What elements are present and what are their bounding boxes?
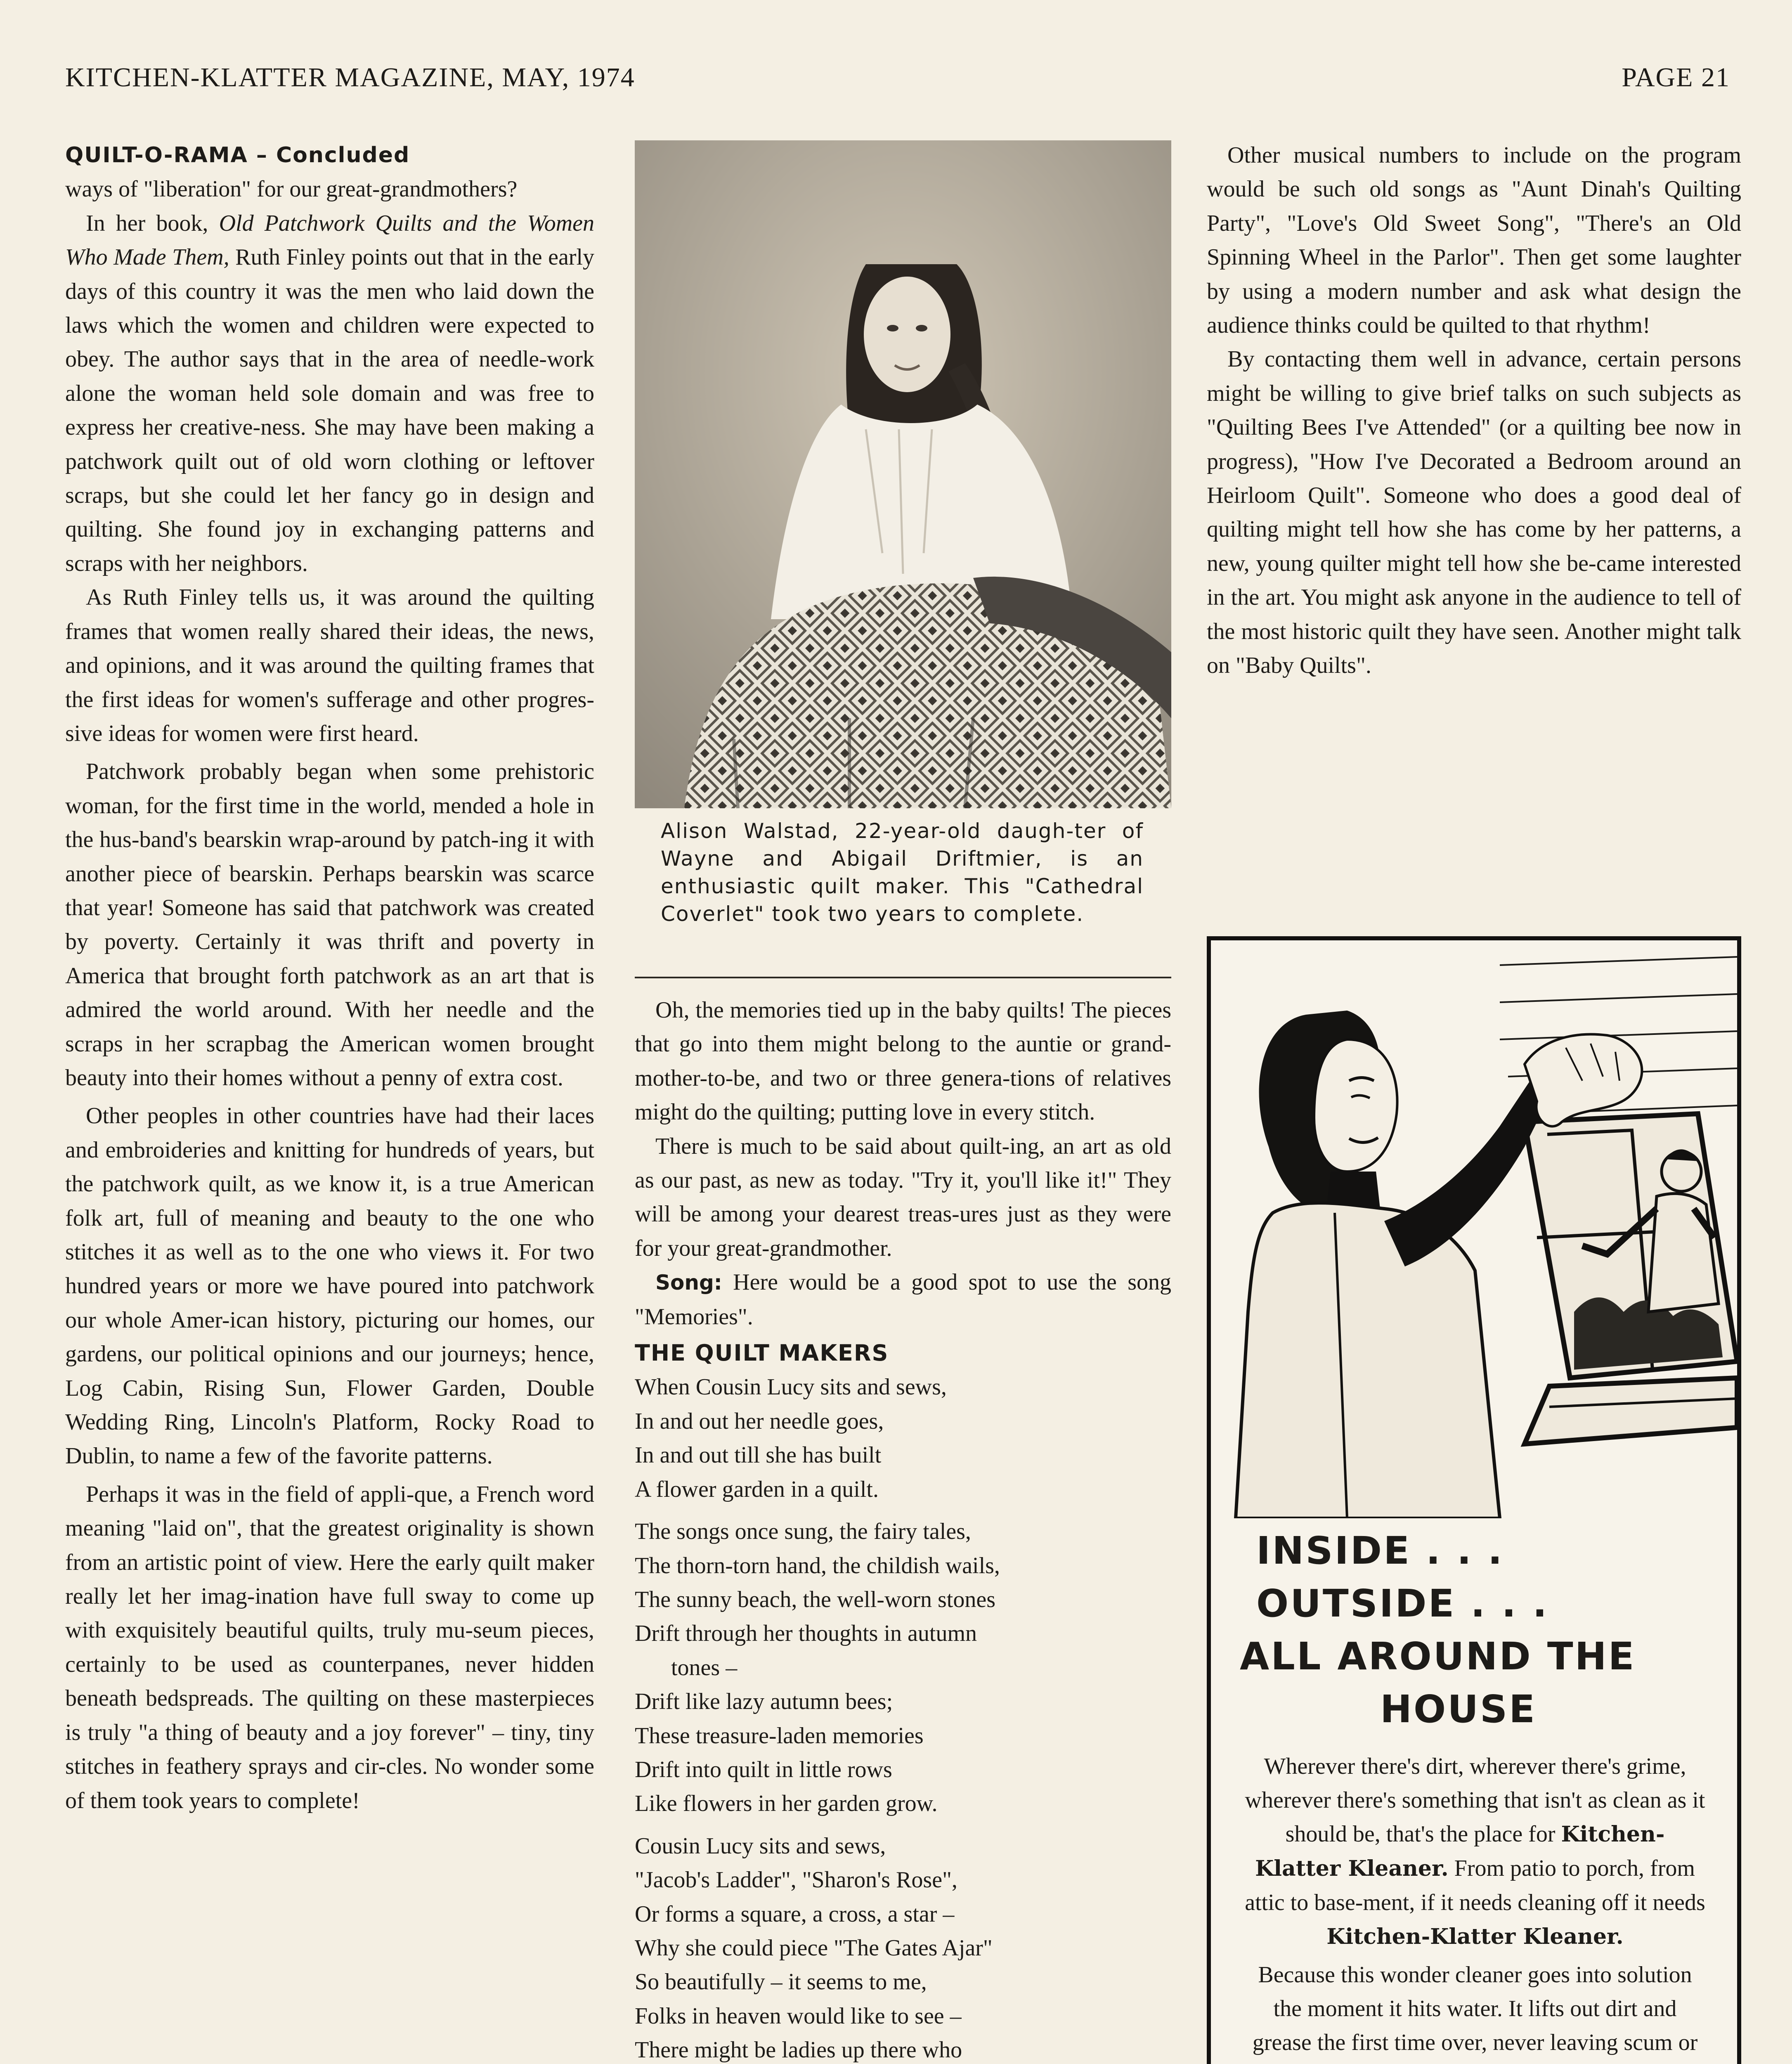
text-run: Here would be a good spot to use the song "Memories". bbox=[635, 1269, 1171, 1330]
headline-line: INSIDE . . . bbox=[1256, 1529, 1504, 1573]
article-column-1 bbox=[65, 138, 594, 1818]
text-run: Wherever there's dirt, wherever there's grime, wherever there's something that isn't as clean as it should be, that's the place for bbox=[1245, 1754, 1705, 1847]
photo-block bbox=[635, 140, 1171, 970]
song-label: Song: bbox=[655, 1271, 722, 1295]
ad-illustration bbox=[1211, 940, 1737, 1518]
article-column-3 bbox=[1207, 138, 1741, 683]
article-heading: QUILT-O-RAMA – Concluded bbox=[65, 143, 410, 168]
poem-line: Why she could piece "The Gates Ajar" bbox=[635, 1935, 993, 1961]
poem-line: Like flowers in her garden grow. bbox=[635, 1791, 938, 1817]
poem-line: Cousin Lucy sits and sews, bbox=[635, 1833, 886, 1859]
book-title: Old Patchwork Quilts and the Women Who Made Them, bbox=[65, 210, 594, 270]
poem-line: The songs once sung, the fairy tales, bbox=[635, 1519, 971, 1545]
paragraph: Other musical numbers to include on the program would be such old songs as "Aunt Dinah's Quilting Party", "Love's Old Sweet Song", "There's an Old Spinning Wheel in the Parlor". Then get some laughter by using a modern number and ask what design the audience thinks could be quilted to that rhythm! bbox=[1207, 142, 1741, 338]
paragraph: As Ruth Finley tells us, it was around the quilting frames that women really shared their ideas, the news, and opinions, and it was around the quilting frames that the first ideas for women's sufferage and other progres-sive ideas for women were first heard. bbox=[65, 585, 594, 746]
kleaner-advertisement bbox=[1207, 936, 1741, 2064]
paragraph: Oh, the memories tied up in the baby quilts! The pieces that go into them might belong to the auntie or grand-mother-to-be, and two or three genera-tions of relatives might do the quilting; putting love in every stitch. bbox=[635, 997, 1171, 1125]
paragraph bbox=[635, 1265, 1171, 1334]
poem-stanza bbox=[635, 1515, 1171, 1821]
ad-headline bbox=[1240, 1524, 1710, 1736]
poem-line: A flower garden in a quilt. bbox=[635, 1476, 879, 1502]
paragraph bbox=[65, 206, 594, 580]
poem-line: When Cousin Lucy sits and sews, bbox=[635, 1374, 947, 1400]
poem bbox=[635, 1336, 1171, 2064]
text-run: In her book, bbox=[86, 210, 219, 236]
article-column-2 bbox=[635, 993, 1171, 2064]
poem-stanza bbox=[635, 1829, 1171, 2064]
paragraph: There is much to be said about quilt-ing, an art as old as our past, as new as today. "Try it, you'll like it!" They will be among your dearest treas-ures just as they were for your great-grandmother. bbox=[635, 1133, 1171, 1261]
poem-line: Or forms a square, a cross, a star – bbox=[635, 1901, 955, 1927]
brand-inline: Kitchen-Klatter Kleaner. bbox=[1255, 1822, 1665, 1881]
page-number: PAGE 21 bbox=[1622, 62, 1730, 92]
poem-line: Drift like lazy autumn bees; bbox=[635, 1689, 893, 1715]
paragraph: By contacting them well in advance, certain persons might be willing to give brief talks on such subjects as "Quilting Bees I've Attended" (or a quilting bee now in progress), "How I've Decorated a Bedroom around an Heirloom Quilt". Someone who does a good deal of quilting might tell how she has come by her patterns, a new, young quilter might tell how she be-came interested in the art. You might ask anyone in the audience to tell of the most historic quilt they have seen. Another might talk on "Baby Quilts". bbox=[1207, 346, 1741, 679]
poem-stanza bbox=[635, 1370, 1171, 1506]
poem-title: THE QUILT MAKERS bbox=[635, 1340, 889, 1366]
paragraph: Other peoples in other countries have had their laces and embroideries and knitting for hundreds of years, but the patchwork quilt, as we know it, is a true American folk art, full of meaning and beauty to the one who stitches it as well as to the one who views it. For two hundred years or more we have poured into patchwork our whole Amer-ican history, picturing our homes, our gardens, our political opinions and our journeys; hence, Log Cabin, Rising Sun, Flower Garden, Double Wedding Ring, Lincoln's Platform, Rocky Road to Dublin, to name a few of the favorite patterns. bbox=[65, 1103, 594, 1469]
poem-line: Folks in heaven would like to see – bbox=[635, 2003, 962, 2029]
poem-line: In and out her needle goes, bbox=[635, 1408, 884, 1434]
paragraph: Patchwork probably began when some prehistoric woman, for the first time in the world, mended a hole in the hus-band's bearskin wrap-around by patch-ing it with another piece of bearskin. Perhaps bearskin was scarce that year! Someone has said that patchwork was created by poverty. Certainly it was thrift and poverty in America that brought forth patchwork as an art that is admired the world around. With her needle and the scraps in her scrapbag the American women brought beauty into their homes without a penny of extra cost. bbox=[65, 759, 594, 1091]
ad-body bbox=[1244, 1749, 1706, 2064]
magazine-header: KITCHEN-KLATTER MAGAZINE, MAY, 1974 bbox=[65, 62, 635, 92]
headline-line: HOUSE bbox=[1380, 1687, 1537, 1731]
headline-line: OUTSIDE . . . bbox=[1256, 1581, 1549, 1626]
ad-paragraph: Because this wonder cleaner goes into solution the moment it hits water. It lifts out dirt and grease the first time over, never leaving scum or bbox=[1252, 1962, 1698, 2055]
brand-inline: Kitchen-Klatter Kleaner. bbox=[1326, 1924, 1624, 1949]
paragraph: Perhaps it was in the field of appli-que, a French word meaning "laid on", that the greatest originality is shown from an artistic point of view. Here the early quilt maker really let her imag-ination have full sway to come up with exquisitely beautiful quilts, truly mu-seum pieces, certainly to be used as counterpanes, never hidden beneath bedspreads. The quilting on these masterpieces is truly "a thing of beauty and a joy forever" – tiny, tiny stitches in feathery sprays and cir-cles. No wonder some of them took years to complete! bbox=[65, 1481, 594, 1813]
poem-line: The thorn-torn hand, the childish wails, bbox=[635, 1553, 1000, 1579]
poem-line: These treasure-laden memories bbox=[635, 1723, 924, 1749]
divider-rule bbox=[635, 977, 1171, 978]
headline-line: ALL AROUND THE bbox=[1240, 1634, 1636, 1678]
poem-line: "Jacob's Ladder", "Sharon's Rose", bbox=[635, 1867, 957, 1893]
ad-paragraph bbox=[1244, 1749, 1706, 1954]
poem-line: So beautifully – it seems to me, bbox=[635, 1969, 927, 1995]
text-run: From patio to porch, from attic to base-ment, if it needs cleaning off it needs bbox=[1245, 1856, 1705, 1915]
poem-line: tones – bbox=[671, 1655, 738, 1681]
photo-caption: Alison Walstad, 22-year-old daugh-ter of Wayne and Abigail Driftmier, is an enthusiastic quilt maker. This "Cathedral Coverlet" took two years to complete. bbox=[661, 819, 1144, 926]
poem-line: In and out till she has built bbox=[635, 1442, 882, 1468]
text-run: Ruth Finley points out that in the early days of this country it was the men who laid down the laws which the women and children were expected to obey. The author says that in the area of needle-work alone the woman held sole domain and was free to express her creative-ness. She may have been making a patchwork quilt out of old worn clothing or leftover scraps, but she could let her fancy go in design and quilting. She found joy in exchanging patterns and scraps with her neighbors. bbox=[65, 244, 595, 576]
paragraph: ways of "liberation" for our great-grandmothers? bbox=[65, 176, 518, 202]
portrait-photo bbox=[635, 140, 1171, 808]
poem-line: Drift through her thoughts in autumn bbox=[635, 1621, 977, 1647]
poem-line: Drift into quilt in little rows bbox=[635, 1756, 892, 1782]
poem-line: The sunny beach, the well-worn stones bbox=[635, 1586, 995, 1612]
poem-line: There might be ladies up there who bbox=[635, 2037, 962, 2063]
